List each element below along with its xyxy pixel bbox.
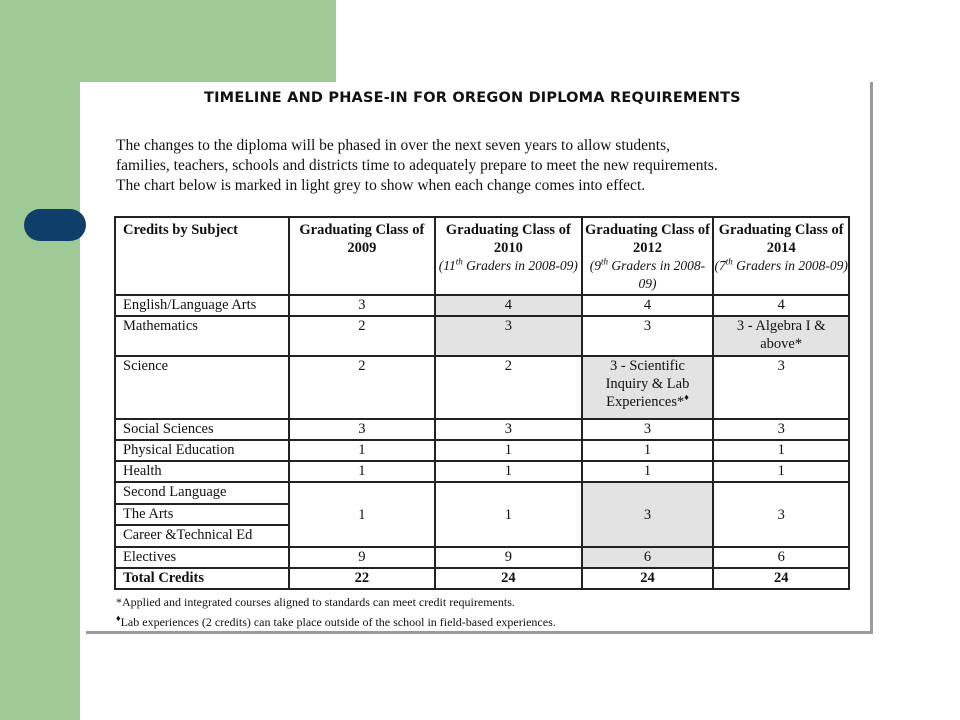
- value-cell: 9: [289, 547, 436, 568]
- value-cell: 3: [289, 419, 436, 440]
- value-cell: 1: [582, 440, 714, 461]
- value-cell: 6: [582, 547, 714, 568]
- value-cell: 1: [435, 440, 582, 461]
- subject-cell: Electives: [115, 547, 289, 568]
- total-row: [115, 568, 849, 589]
- diploma-requirements-table: [114, 216, 850, 590]
- value-cell: 9: [435, 547, 582, 568]
- table-row: [115, 419, 849, 440]
- header-class-2014-note: (7th Graders in 2008-09): [714, 256, 848, 273]
- subject-cell: The Arts: [115, 504, 289, 525]
- value-cell: 1: [713, 440, 849, 461]
- header-class-2012-note: (9th Graders in 2008-09): [589, 256, 706, 291]
- header-class-2012: [582, 217, 714, 295]
- value-cell: 2: [289, 356, 436, 419]
- value-cell: 24: [435, 568, 582, 589]
- subject-cell: Science: [115, 356, 289, 419]
- subject-cell: Social Sciences: [115, 419, 289, 440]
- table-row: [115, 440, 849, 461]
- table-header-row: [115, 217, 849, 295]
- value-cell: 3 - Algebra I & above*: [713, 316, 849, 356]
- value-cell: 3: [582, 419, 714, 440]
- header-class-2014-title: Graduating Class of 2014: [718, 222, 844, 256]
- value-cell: 2: [289, 316, 436, 356]
- table-row: [115, 547, 849, 568]
- value-cell: 3: [435, 316, 582, 356]
- subject-cell: Career &Technical Ed: [115, 525, 289, 547]
- intro-line: The chart below is marked in light grey to show when each change comes into effect.: [116, 177, 646, 194]
- value-cell: 3: [582, 482, 714, 547]
- slide-tab-accent: [24, 209, 86, 241]
- value-cell: 1: [713, 461, 849, 482]
- value-cell: 24: [713, 568, 849, 589]
- header-class-2010-note: (11th Graders in 2008-09): [438, 256, 578, 273]
- document-image: [86, 82, 873, 634]
- diamond-icon: ♦: [116, 613, 121, 623]
- header-subject: Credits by Subject: [115, 217, 289, 295]
- subject-cell: Total Credits: [115, 568, 289, 589]
- value-cell: 24: [582, 568, 714, 589]
- table-row: [115, 316, 849, 356]
- value-cell: 3: [713, 482, 849, 547]
- value-cell: 3: [289, 295, 436, 316]
- subject-cell: Second Language: [115, 482, 289, 504]
- slide-sidebar: [0, 0, 80, 720]
- value-cell: 4: [435, 295, 582, 316]
- slide-top-accent: [80, 0, 336, 82]
- value-cell: 1: [582, 461, 714, 482]
- value-cell: 3 - Scientific Inquiry & Lab Experiences*♦: [582, 356, 714, 419]
- value-cell: 1: [289, 482, 436, 547]
- footnote-lab-experiences: ♦Lab experiences (2 credits) can take place outside of the school in field-based experiences.: [116, 613, 556, 629]
- intro-paragraph: [116, 136, 846, 196]
- header-class-2009: Graduating Class of 2009: [289, 217, 436, 295]
- value-cell: 1: [289, 461, 436, 482]
- value-cell: 1: [435, 482, 582, 547]
- value-cell: 3: [582, 316, 714, 356]
- table-row: [115, 295, 849, 316]
- subject-cell: Physical Education: [115, 440, 289, 461]
- table-row: [115, 356, 849, 419]
- diamond-icon: ♦: [684, 392, 689, 403]
- header-class-2014: [713, 217, 849, 295]
- value-cell: 3: [435, 419, 582, 440]
- value-cell: 4: [713, 295, 849, 316]
- value-cell: 2: [435, 356, 582, 419]
- value-cell: 22: [289, 568, 436, 589]
- subject-cell: Mathematics: [115, 316, 289, 356]
- document-title: TIMELINE AND PHASE-IN FOR OREGON DIPLOMA REQUIREMENTS: [204, 90, 741, 106]
- value-cell: 3: [713, 419, 849, 440]
- intro-line: The changes to the diploma will be phased in over the next seven years to allow students,: [116, 137, 670, 154]
- header-class-2012-title: Graduating Class of 2012: [585, 222, 710, 256]
- subject-cell: English/Language Arts: [115, 295, 289, 316]
- value-cell: 1: [289, 440, 436, 461]
- value-cell: 4: [582, 295, 714, 316]
- value-cell: 1: [435, 461, 582, 482]
- intro-line: families, teachers, schools and districts time to adequately prepare to meet the new requirements.: [116, 157, 718, 174]
- value-cell: 6: [713, 547, 849, 568]
- footnote-applied-courses: *Applied and integrated courses aligned to standards can meet credit requirements.: [116, 595, 515, 609]
- header-class-2010-title: Graduating Class of 2010: [445, 222, 571, 256]
- value-cell: 3: [713, 356, 849, 419]
- subject-cell: Health: [115, 461, 289, 482]
- table-row: [115, 482, 849, 504]
- table-row: [115, 461, 849, 482]
- header-class-2010: [435, 217, 582, 295]
